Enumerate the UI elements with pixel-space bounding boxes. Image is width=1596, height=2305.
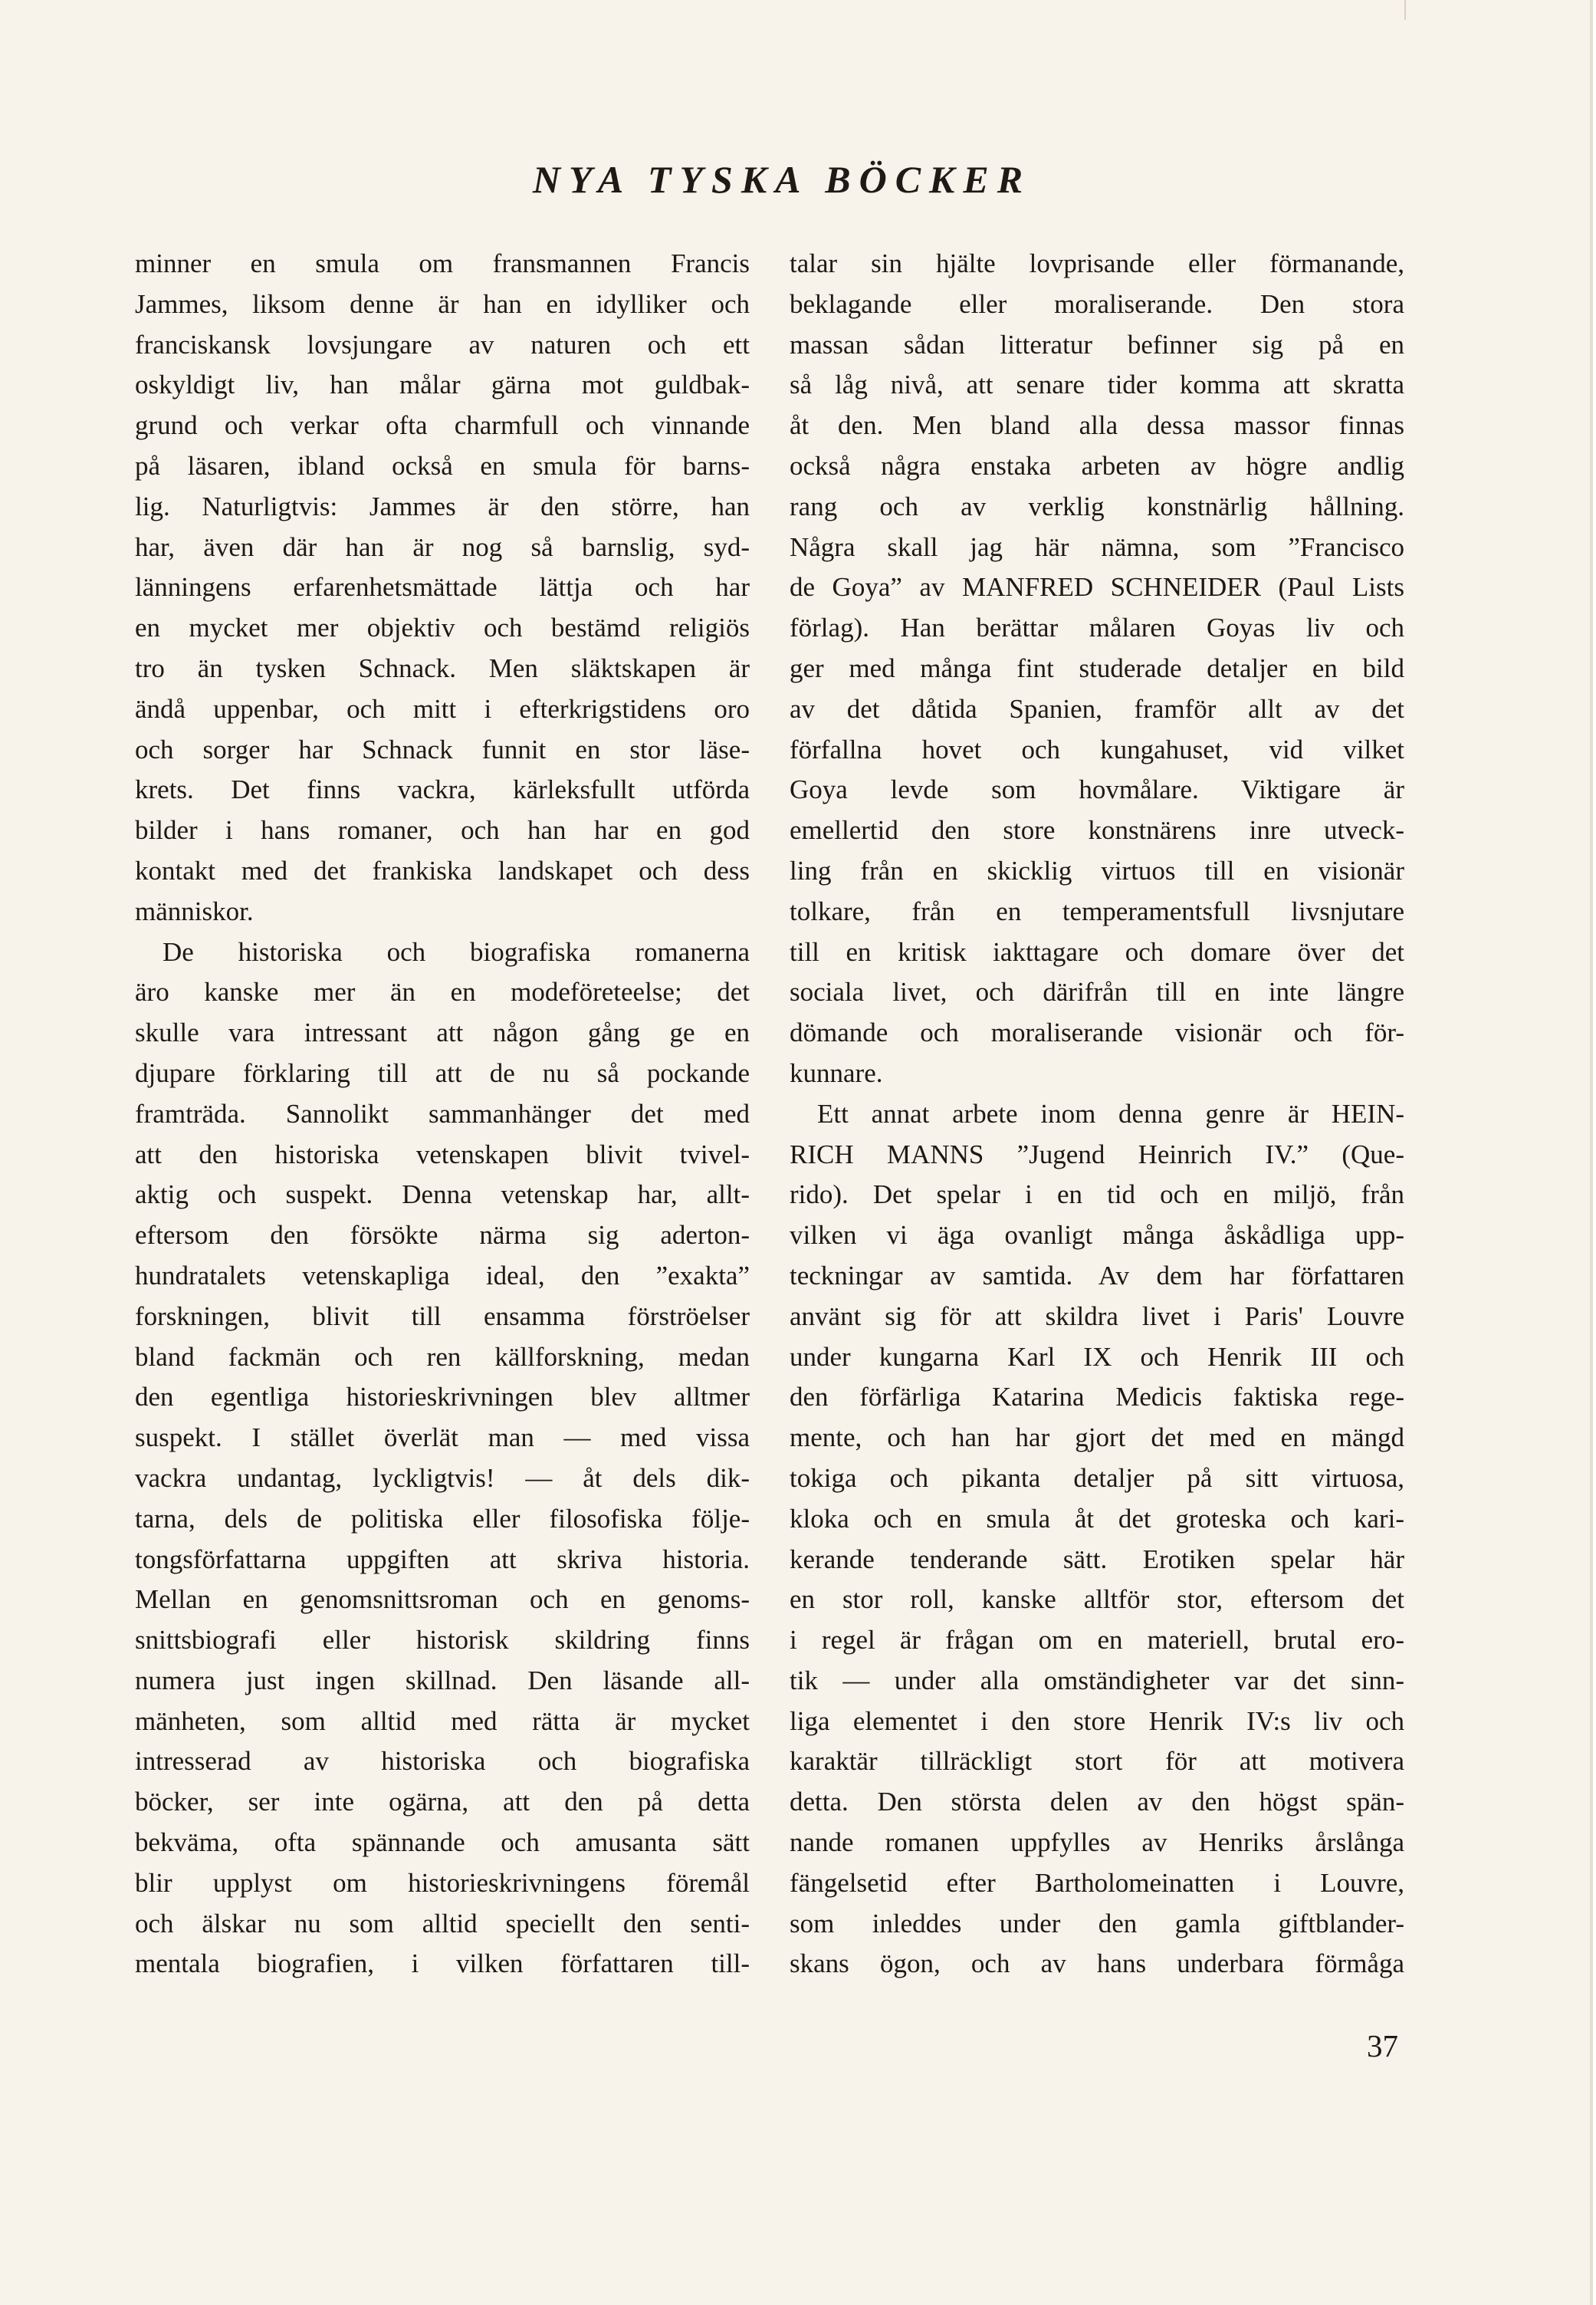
text-line: länningens erfarenhetsmättade lättja och har [135,572,750,603]
text-line: har, även där han är nog så barnslig, syd- [135,531,750,562]
text-line: massan sådan litteratur befinner sig på en [790,329,1404,360]
text-line: karaktär tillräckligt stort för att motivera [790,1746,1404,1777]
text-line: i regel är frågan om en materiell, brutal ero- [790,1625,1404,1656]
text-line: liga elementet i den store Henrik IV:s liv och [790,1705,1404,1736]
text-line: förlag). Han berättar målaren Goyas liv och [790,613,1404,643]
text-line: forskningen, blivit till ensamma förströelser [135,1300,750,1331]
text-line: de Goya” av MANFRED SCHNEIDER (Paul Lists [790,572,1404,603]
text-line: minner en smula om fransmannen Francis [135,248,750,278]
text-line: mänheten, som alltid med rätta är mycket [135,1705,750,1736]
text-line: den egentliga historieskrivningen blev alltmer [135,1382,750,1412]
text-line: dömande och moraliserande visionär och för- [790,1018,1404,1048]
text-line: under kungarna Karl IX och Henrik III och [790,1341,1404,1372]
text-line: ändå uppenbar, och mitt i efterkrigstidens oro [135,693,750,724]
text-line: suspekt. I stället överlät man — med vissa [135,1422,750,1453]
text-line: oskyldigt liv, han målar gärna mot guldbak- [135,370,750,400]
running-head: NYA TYSKA BÖCKER [532,158,1032,201]
text-line: vilken vi äga ovanligt många åskådliga upp- [790,1220,1404,1251]
text-line: Mellan en genomsnittsroman och en genoms- [135,1584,750,1615]
text-line: mente, och han har gjort det med en mängd [790,1422,1404,1453]
text-line: djupare förklaring till att de nu så pockande [135,1057,750,1088]
text-line: eftersom den försökte närma sig aderton- [135,1220,750,1251]
text-line: franciskansk lovsjungare av naturen och ett [135,329,750,360]
text-line: kloka och en smula åt det groteska och kari- [790,1503,1404,1534]
text-line: beklagande eller moraliserande. Den stora [790,288,1404,319]
text-column-left [135,244,750,1984]
text-line: kontakt med det frankiska landskapet och dess [135,855,750,886]
text-line: så låg nivå, att senare tider komma att skratta [790,370,1404,400]
text-line: Goya levde som hovmålare. Viktigare är [790,774,1404,805]
text-line: förfallna hovet och kungahuset, vid vilket [790,734,1404,764]
text-line: snittsbiografi eller historisk skildring finns [135,1625,750,1656]
text-line: sociala livet, och därifrån till en inte längre [790,977,1404,1008]
text-line: bekväma, ofta spännande och amusanta sätt [135,1827,750,1858]
text-line: ger med många fint studerade detaljer en bild [790,653,1404,683]
text-line: kerande tenderande sätt. Erotiken spelar här [790,1544,1404,1574]
text-line: hundratalets vetenskapliga ideal, den ”exakta” [135,1260,750,1291]
text-line: skulle vara intressant att någon gång ge en [135,1018,750,1048]
text-line: äro kanske mer än en modeföreteelse; det [135,977,750,1008]
text-line: vackra undantag, lyckligtvis! — åt dels dik- [135,1462,750,1493]
text-line: tokiga och pikanta detaljer på sitt virtuosa, [790,1462,1404,1493]
text-line: ling från en skicklig virtuos till en visionär [790,855,1404,886]
text-line: använt sig för att skildra livet i Paris' Louvre [790,1300,1404,1331]
page-number: 37 [1367,2028,1398,2063]
text-line: åt den. Men bland alla dessa massor finnas [790,410,1404,441]
text-line: skans ögon, och av hans underbara förmåga [790,1948,1404,1979]
text-line: också några enstaka arbeten av högre andlig [790,450,1404,481]
text-line: tongsförfattarna uppgiften att skriva historia. [135,1544,750,1574]
text-line: att den historiska vetenskapen blivit tvivel- [135,1139,750,1169]
text-line: fängelsetid efter Bartholomeinatten i Louvre, [790,1867,1404,1898]
text-line: böcker, ser inte ogärna, att den på detta [135,1787,750,1817]
text-line: nande romanen uppfylles av Henriks årslånga [790,1827,1404,1858]
text-line: Ett annat arbete inom denna genre är HEIN- [817,1098,1404,1129]
text-line: tik — under alla omständigheter var det sinn- [790,1665,1404,1695]
text-line: tarna, dels de politiska eller filosofiska följe- [135,1503,750,1534]
text-line: talar sin hjälte lovprisande eller förmanande, [790,248,1404,278]
text-line: rido). Det spelar i en tid och en miljö, från [790,1179,1404,1210]
text-line: av det dåtida Spanien, framför allt av det [790,693,1404,724]
text-line: numera just ingen skillnad. Den läsande all- [135,1665,750,1695]
text-line: De historiska och biografiska romanerna [163,936,750,967]
text-line: lig. Naturligtvis: Jammes är den större, han [135,491,750,521]
text-line: aktig och suspekt. Denna vetenskap har, allt- [135,1179,750,1210]
text-line: grund och verkar ofta charmfull och vinnande [135,410,750,441]
text-line: krets. Det finns vackra, kärleksfullt utförda [135,774,750,805]
text-line: och älskar nu som alltid speciellt den senti- [135,1908,750,1938]
text-line: mentala biografien, i vilken författaren till- [135,1948,750,1979]
text-line: intresserad av historiska och biografiska [135,1746,750,1777]
text-line: på läsaren, ibland också en smula för barns- [135,450,750,481]
text-line: en stor roll, kanske alltför stor, eftersom det [790,1584,1404,1615]
text-line: Jammes, liksom denne är han en idylliker och [135,288,750,319]
text-line: teckningar av samtida. Av dem har författaren [790,1260,1404,1291]
text-line: människor. [135,896,254,926]
text-line: till en kritisk iakttagare och domare över det [790,936,1404,967]
text-line: Några skall jag här nämna, som ”Francisco [790,531,1404,562]
text-line: kunnare. [790,1057,883,1088]
text-line: emellertid den store konstnärens inre utveck- [790,815,1404,846]
text-line: framträda. Sannolikt sammanhänger det med [135,1098,750,1129]
text-line: blir upplyst om historieskrivningens föremål [135,1867,750,1898]
text-line: en mycket mer objektiv och bestämd religiös [135,613,750,643]
text-column-right [790,244,1404,1984]
text-line: RICH MANNS ”Jugend Heinrich IV.” (Que- [790,1139,1404,1169]
text-line: som inleddes under den gamla giftblander- [790,1908,1404,1938]
text-line: bilder i hans romaner, och han har en god [135,815,750,846]
text-line: rang och av verklig konstnärlig hållning. [790,491,1404,521]
text-line: detta. Den största delen av den högst spän- [790,1787,1404,1817]
text-line: och sorger har Schnack funnit en stor läse- [135,734,750,764]
text-line: tro än tysken Schnack. Men släktskapen är [135,653,750,683]
page-edge-mark [1404,0,1406,20]
text-line: bland fackmän och ren källforskning, medan [135,1341,750,1372]
text-line: den förfärliga Katarina Medicis faktiska rege- [790,1382,1404,1412]
text-line: tolkare, från en temperamentsfull livsnjutare [790,896,1404,926]
